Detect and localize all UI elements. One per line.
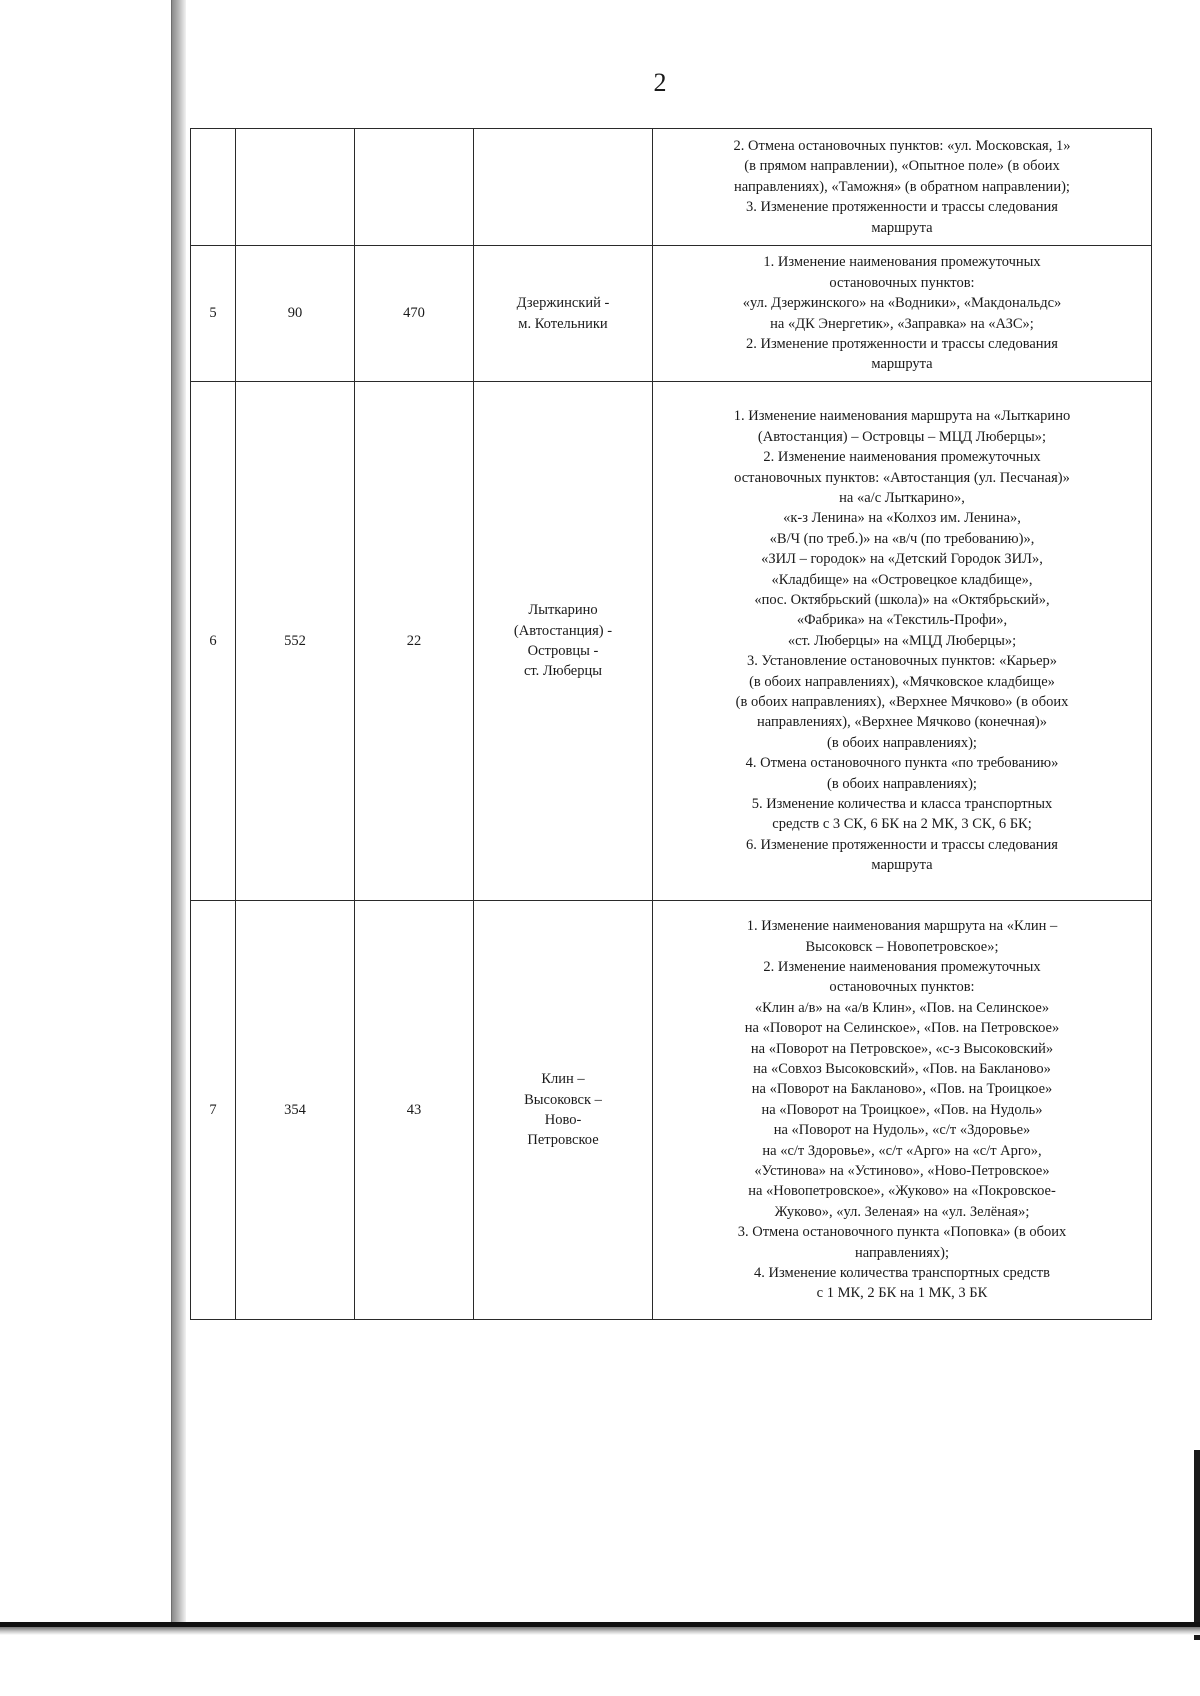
registration-number-cell: 354 — [236, 901, 355, 1320]
changes-line: на «Поворот на Петровское», «с-з Высоковский» — [750, 1040, 1054, 1057]
changes-line: «ЗИЛ – городок» на «Детский Городок ЗИЛ», — [761, 551, 1043, 568]
changes-line: 4. Отмена остановочного пункта «по требованию» — [745, 755, 1059, 772]
changes-line: 3. Изменение протяженности и трассы следования — [746, 199, 1058, 216]
route-number-cell: 43 — [355, 901, 474, 1320]
table-row — [191, 246, 1152, 382]
changes-cell — [653, 382, 1152, 901]
route-name-line: Ново- — [544, 1112, 582, 1128]
changes-line: «ул. Дзержинского» на «Водники», «Макдональдс» — [742, 295, 1062, 312]
changes-line: (в обоих направлениях); — [827, 734, 977, 751]
changes-line: остановочных пунктов: — [829, 979, 975, 996]
routes-table-body — [191, 129, 1152, 1320]
route-name-cell — [474, 129, 653, 246]
route-name-line: ст. Люберцы — [524, 663, 602, 680]
changes-line: остановочных пунктов: — [829, 274, 975, 291]
changes-line: 1. Изменение наименования маршрута на «Лыткарино — [733, 408, 1071, 425]
changes-line: Высоковск – Новопетровское»; — [805, 938, 999, 955]
row-number-cell: 6 — [191, 382, 236, 901]
route-name-line: Высоковск – — [524, 1091, 602, 1108]
table-row — [191, 382, 1152, 901]
registration-number-cell — [236, 129, 355, 246]
changes-line: (в прямом направлении), «Опытное поле» (в обоих — [744, 158, 1060, 175]
changes-line: «Устинова» на «Устиново», «Ново-Петровское» — [754, 1163, 1050, 1180]
changes-line: 3. Установление остановочных пунктов: «Карьер» — [746, 653, 1058, 670]
changes-line: 4. Изменение количества транспортных средств — [754, 1265, 1050, 1282]
changes-line: маршрута — [871, 219, 933, 236]
changes-line: на «а/с Лыткарино», — [839, 489, 965, 506]
route-number-cell — [355, 129, 474, 246]
changes-line: на «ДК Энергетик», «Заправка» на «АЗС»; — [770, 315, 1034, 332]
route-name-line: Петровское — [527, 1132, 599, 1149]
changes-line: на «Поворот на Селинское», «Пов. на Петровское» — [744, 1020, 1060, 1037]
route-name-cell — [474, 382, 653, 901]
table-row — [191, 901, 1152, 1320]
changes-line: «Кладбище» на «Островецкое кладбище», — [771, 571, 1033, 588]
changes-line: средств с 3 СК, 6 БК на 2 МК, 3 СК, 6 БК; — [772, 816, 1032, 833]
changes-cell — [653, 901, 1152, 1320]
changes-line: «В/Ч (по треб.)» на «в/ч (по требованию)», — [769, 530, 1035, 547]
changes-line: «к-з Ленина» на «Колхоз им. Ленина», — [783, 510, 1021, 527]
changes-line: на «Поворот на Бакланово», «Пов. на Троицкое» — [751, 1081, 1053, 1098]
changes-line: 3. Отмена остановочного пункта «Поповка» (в обоих — [737, 1224, 1067, 1241]
changes-line: (Автостанция) – Островцы – МЦД Люберцы»; — [757, 428, 1047, 445]
changes-line: на «с/т Здоровье», «с/т «Арго» на «с/т Арго», — [762, 1142, 1042, 1159]
route-name-line: м. Котельники — [518, 315, 608, 332]
row-number-cell — [191, 129, 236, 246]
route-number-cell: 22 — [355, 382, 474, 901]
route-name-line: Лыткарино — [528, 602, 598, 619]
changes-cell — [653, 246, 1152, 382]
changes-line: на «Новопетровское», «Жуково» на «Покровское- — [748, 1183, 1056, 1200]
route-name-cell — [474, 901, 653, 1320]
row-number-cell: 7 — [191, 901, 236, 1320]
changes-line: направлениях), «Верхнее Мячково (конечная)» — [757, 714, 1047, 731]
changes-line: (в обоих направлениях), «Мячковское кладбище» — [749, 673, 1055, 690]
registration-number-cell: 552 — [236, 382, 355, 901]
changes-line: 2. Изменение наименования промежуточных — [763, 449, 1041, 466]
changes-line: на «Поворот на Троицкое», «Пов. на Нудоль» — [761, 1101, 1043, 1118]
changes-line: «пос. Октябрьский (школа)» на «Октябрьский», — [754, 591, 1050, 608]
changes-line: на «Совхоз Высоковский», «Пов. на Бакланово» — [753, 1060, 1051, 1077]
changes-line: направлениях), «Таможня» (в обратном направлении); — [734, 178, 1070, 195]
registration-number-cell: 90 — [236, 246, 355, 382]
page-number: 2 — [653, 68, 667, 97]
route-name-line: Клин – — [541, 1071, 585, 1088]
changes-line: остановочных пунктов: «Автостанция (ул. Песчаная)» — [734, 469, 1070, 486]
scan-binding-shadow — [172, 0, 186, 1625]
route-name-line: Дзержинский - — [516, 295, 610, 312]
changes-line: (в обоих направлениях); — [827, 775, 977, 792]
changes-line: Жуково», «ул. Зеленая» на «ул. Зелёная»; — [774, 1203, 1030, 1220]
changes-cell — [653, 129, 1152, 246]
changes-line: на «Поворот на Нудоль», «с/т «Здоровье» — [773, 1122, 1031, 1139]
changes-line: «ст. Люберцы» на «МЦД Люберцы»; — [787, 632, 1017, 649]
changes-line: маршрута — [871, 356, 933, 373]
table-row — [191, 129, 1152, 246]
changes-line: 2. Изменение протяженности и трассы следования — [746, 335, 1058, 352]
changes-line: 5. Изменение количества и класса транспортных — [751, 796, 1053, 813]
scan-right-edge — [1194, 1450, 1200, 1640]
route-name-line: (Автостанция) - — [513, 622, 613, 639]
routes-table — [190, 128, 1152, 1320]
route-number-cell: 470 — [355, 246, 474, 382]
changes-line: маршрута — [871, 857, 933, 874]
route-name-line: Островцы - — [527, 643, 599, 659]
changes-line: с 1 МК, 2 БК на 1 МК, 3 БК — [816, 1285, 988, 1302]
changes-line: «Клин а/в» на «а/в Клин», «Пов. на Селинское» — [754, 999, 1050, 1016]
changes-line: 6. Изменение протяженности и трассы следования — [746, 836, 1058, 853]
changes-line: 2. Отмена остановочных пунктов: «ул. Московская, 1» — [733, 137, 1071, 154]
changes-line: 2. Изменение наименования промежуточных — [763, 958, 1041, 975]
changes-line: «Фабрика» на «Текстиль-Профи», — [796, 612, 1008, 629]
changes-line: 1. Изменение наименования маршрута на «Клин – — [746, 918, 1058, 935]
changes-line: 1. Изменение наименования промежуточных — [763, 254, 1041, 271]
changes-line: (в обоих направлениях), «Верхнее Мячково» (в обоих — [735, 694, 1069, 711]
changes-line: направлениях); — [854, 1244, 950, 1261]
row-number-cell: 5 — [191, 246, 236, 382]
scan-bottom-shadow — [0, 1627, 1200, 1635]
route-name-cell — [474, 246, 653, 382]
